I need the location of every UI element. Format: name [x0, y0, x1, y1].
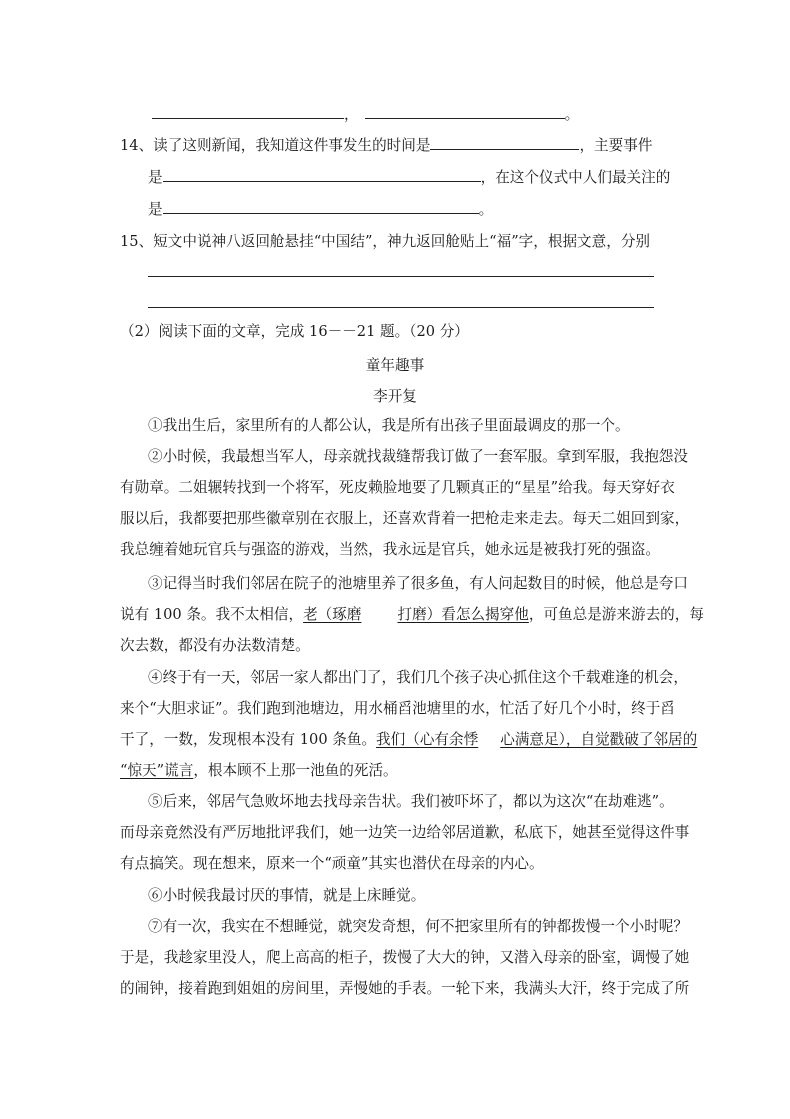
article-title: 童年趣事: [365, 357, 425, 374]
q13-blank-1[interactable]: [152, 104, 344, 119]
paragraph-4-line-4: “惊天”谎言，根本顾不上那一池鱼的死活。: [120, 762, 398, 779]
q15-answer-line-1[interactable]: [148, 276, 654, 277]
q13-blank-2[interactable]: [365, 104, 565, 119]
underlined-phrase-jiechuan: 打磨）看怎么揭穿他: [397, 606, 529, 623]
paragraph-3-line-1: ③记得当时我们邻居在院子的池塘里养了很多鱼，有人问起数目的时候，他总是夸口: [148, 575, 688, 592]
q15-answer-line-2[interactable]: [148, 307, 654, 308]
underlined-phrase-xinyouyuji: 我们（心有余悸: [376, 731, 479, 748]
paragraph-2-line-2: 有勋章。二姐辗转找到一个将军，死皮赖脸地要了几颗真正的“星星”给我。每天穿好衣: [120, 479, 675, 496]
paragraph-5-line-3: 有点搞笑。现在想来，原来一个“顽童”其实也潜伏在母亲的内心。: [120, 855, 544, 872]
paragraph-7-line-1: ⑦有一次，我实在不想睡觉，就突发奇想，何不把家里所有的钟都拨慢一个小时呢？: [148, 918, 688, 935]
q14-line-1: 14、读了这则新闻，我知道这件事发生的时间是 ，主要事件: [120, 137, 653, 154]
q14-blank-focus[interactable]: [163, 199, 479, 214]
q15-question: 15、短文中说神八返回舱悬挂“中国结”，神九返回舱贴上“福”字，根据文意，分别: [120, 233, 651, 250]
paragraph-4-line-1: ④终于有一天，邻居一家人都出门了，我们几个孩子决心抓住这个千载难逢的机会，: [148, 669, 688, 686]
paragraph-5-line-2: 而母亲竟然没有严厉地批评我们，她一边笑一边给邻居道歉，私底下，她甚至觉得这件事: [120, 824, 690, 841]
paragraph-7-line-3: 的闹钟，接着跑到姐姐的房间里，弄慢她的手表。一轮下来，我满头大汗，终于完成了所: [120, 980, 690, 997]
paragraph-4-line-3: 干了，一数，发现根本没有 100 条鱼。我们（心有余悸 心满意足），自觉戳破了邻居的: [120, 731, 698, 748]
paragraph-3-line-3: 次去数，都没有办法数清楚。: [120, 637, 310, 654]
paragraph-6: ⑥小时候我最讨厌的事情，就是上床睡觉。: [148, 887, 426, 904]
paragraph-7-line-2: 于是，我趁家里没人，爬上高高的柜子，拨慢了大大的钟，又潜入母亲的卧室，调慢了她: [120, 949, 690, 966]
paragraph-3-line-2: 说有 100 条。我不太相信，老（琢磨 打磨）看怎么揭穿他，可鱼总是游来游去的，每: [120, 606, 704, 623]
q14-blank-time[interactable]: [430, 135, 579, 150]
q14-line-3: 是 。: [148, 201, 494, 218]
section-2-intro: （2）阅读下面的文章，完成 16－－21 题。（20 分）: [120, 323, 469, 340]
underlined-phrase-jingtian: “惊天”谎言: [120, 762, 194, 779]
paragraph-2-line-4: 我总缠着她玩官兵与强盗的游戏，当然，我永远是官兵，她永远是被我打死的强盗。: [120, 541, 660, 558]
paragraph-5-line-1: ⑤后来，邻居气急败坏地去找母亲告状。我们被吓坏了，都以为这次“在劫难逃”。: [148, 793, 674, 810]
paragraph-1: ①我出生后，家里所有的人都公认，我是所有出孩子里面最调皮的那一个。: [148, 417, 630, 434]
paragraph-2-line-3: 服以后，我都要把那些徽章别在衣服上，还喜欢背着一把枪走来走去。每天二姐回到家，: [120, 510, 690, 527]
q14-blank-event[interactable]: [163, 167, 481, 182]
q13-answer-line: ， 。: [152, 103, 579, 124]
paragraph-2-line-1: ②小时候，我最想当军人，母亲就找裁缝帮我订做了一套军服。拿到军服，我抱怨没: [148, 448, 688, 465]
underlined-phrase-zhuomo: 老（琢磨: [303, 606, 362, 623]
paragraph-4-line-2: 来个“大胆求证”。我们跑到池塘边，用水桶舀池塘里的水，忙活了好几个小时，终于舀: [120, 700, 675, 717]
underlined-phrase-xinmanyizu: 心满意足），自觉戳破了邻居的: [500, 731, 698, 748]
article-author: 李开复: [373, 388, 417, 405]
q14-line-2: 是 ，在这个仪式中人们最关注的: [148, 169, 671, 186]
